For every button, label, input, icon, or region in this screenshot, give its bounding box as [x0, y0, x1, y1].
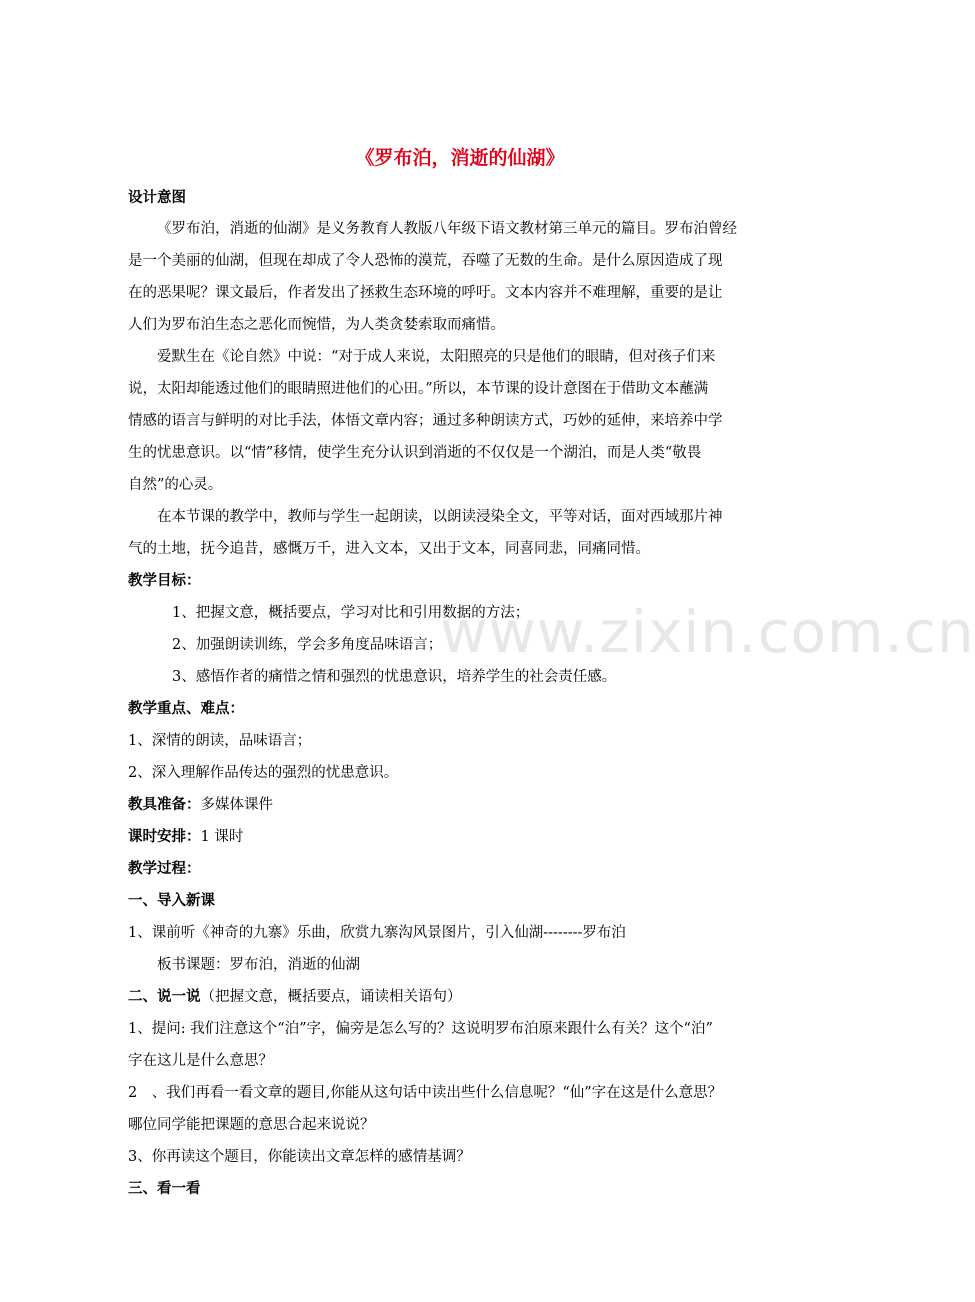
design-p1-line: 是一个美丽的仙湖，但现在却成了令人恐怖的漠荒，吞噬了无数的生命。是什么原因造成了现: [128, 253, 723, 269]
design-p1-line: 人们为罗布泊生态之恶化而惋惜，为人类贪婪索取而痛惜。: [128, 317, 505, 333]
key-heading: 教学重点、难点：: [128, 700, 244, 717]
section2-q1-line: 1、提问: 我们注意这个“泊”字，偏旁是怎么写的？这说明罗布泊原来跟什么有关？这个“泊”: [128, 1021, 713, 1037]
goal-item: 1、把握文意，概括要点，学习对比和引用数据的方法；: [172, 605, 530, 621]
section1-heading: 一、导入新课: [128, 892, 215, 909]
section2-q2-line: 哪位同学能把课题的意思合起来说说？: [128, 1117, 375, 1133]
section2-q1-line: 字在这儿是什么意思？: [128, 1053, 273, 1069]
watermark: www.zixin.com.cn: [440, 598, 975, 666]
design-p2-line: 自然”的心灵。: [128, 477, 223, 493]
goal-item: 2、加强朗读训练，学会多角度品味语言；: [172, 637, 443, 653]
tools-line: [128, 795, 273, 815]
design-p1-line: 《罗布泊，消逝的仙湖》是义务教育人教版八年级下语文教材第三单元的篇目。罗布泊曾经: [157, 221, 737, 237]
section1-line: 1、课前听《神奇的九寨》乐曲，欣赏九寨沟风景图片，引入仙湖--------罗布泊: [128, 925, 626, 941]
design-p2-line: 说，太阳却能透过他们的眼睛照进他们的心田。”所以，本节课的设计意图在于借助文本蘸满: [128, 381, 709, 397]
design-p2-line: 情感的语言与鲜明的对比手法，体悟文章内容；通过多种朗读方式，巧妙的延伸，来培养中学: [128, 413, 723, 429]
section1-board-title: 板书课题：罗布泊，消逝的仙湖: [157, 957, 360, 973]
tools-label: 教具准备：: [128, 796, 201, 813]
time-label: 课时安排：: [128, 828, 201, 845]
design-p2-line: 生的忧患意识。以“情”移情，使学生充分认识到消逝的不仅仅是一个湖泊，而是人类“敬畏: [128, 445, 702, 461]
time-line: [128, 827, 243, 847]
design-p3-line: 在本节课的教学中，教师与学生一起朗读，以朗读浸染全文，平等对话，面对西域那片神: [157, 509, 723, 525]
goal-item: 3、感悟作者的痛惜之情和强烈的忧患意识，培养学生的社会责任感。: [172, 669, 617, 685]
section2-heading: 二、说一说: [128, 988, 201, 1005]
design-heading: 设计意图: [128, 189, 186, 206]
section2-heading-line: [128, 987, 462, 1007]
design-p2-line: 爱默生在《论自然》中说：“对于成人来说，太阳照亮的只是他们的眼睛，但对孩子们来: [157, 349, 716, 365]
section3-heading: 三、看一看: [128, 1180, 201, 1197]
process-heading: 教学过程：: [128, 860, 201, 877]
key-point: 1、深情的朗读，品味语言；: [128, 733, 312, 749]
time-value: 1 课时: [200, 829, 244, 845]
page-title: 《罗布泊，消逝的仙湖》: [355, 147, 565, 169]
key-point: 2、深入理解作品传达的强烈的忧患意识。: [128, 765, 399, 781]
design-p3-line: 气的土地，抚今追昔，感慨万千，进入文本，又出于文本，同喜同悲，同痛同惜。: [128, 541, 650, 557]
design-p1-line: 在的恶果呢？课文最后，作者发出了拯救生态环境的呼吁。文本内容并不难理解，重要的是让: [128, 285, 723, 301]
goals-heading: 教学目标：: [128, 572, 201, 589]
section2-q2-line: 2 、我们再看一看文章的题目,你能从这句话中读出些什么信息呢？“仙”字在这是什么意思？: [128, 1085, 723, 1101]
section2-q3-line: 3、你再读这个题目，你能读出文章怎样的感情基调？: [128, 1149, 471, 1165]
section2-note: （把握文意，概括要点，诵读相关语句）: [200, 989, 462, 1005]
tools-value: 多媒体课件: [200, 797, 273, 813]
